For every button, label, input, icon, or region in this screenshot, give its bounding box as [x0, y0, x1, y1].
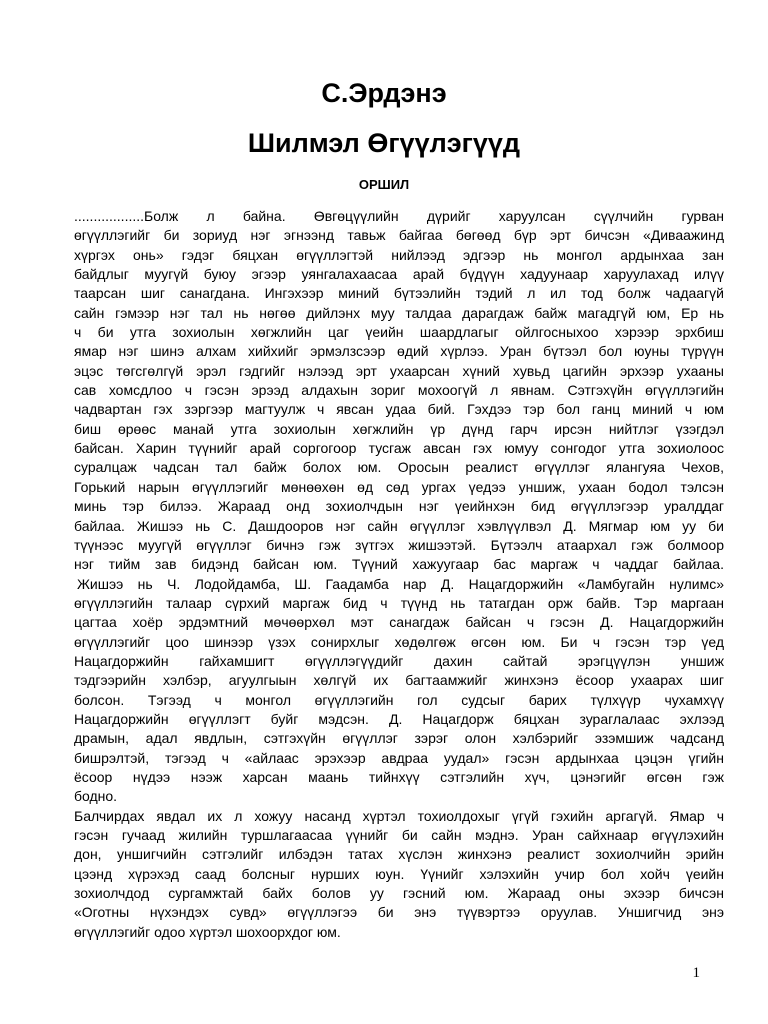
text-line: драмын, адал явдлын, сэтгэхүйн өгүүллэг зэрэг олон хэлбэрийг эзэмшиж чадсанд: [74, 730, 724, 747]
text-line: Нацагдоржийн гайхамшигт өгүүллэгүүдийг дахин сайтай эрэгцүүлэн уншиж: [74, 652, 724, 669]
text-line: байдлыг муугүй буюу эгээр уянгалахаасаа арай бүдүүн хадуунаар харуулахад илүү: [74, 266, 724, 283]
page-number: 1: [692, 965, 700, 981]
author-name: С.Эрдэнэ: [321, 78, 447, 108]
text-line: цээнд хүрэхэд саад болсныг нурших юун. Үүнийг хэлэхийн учир бол хойч үеийн: [74, 865, 724, 882]
preface-body: [74, 207, 724, 942]
text-line: ямар нэг шинэ алхам хийхийг эрмэлзсээр өдий хүрлээ. Уран бүтээл бол юуны түрүүн: [74, 343, 724, 360]
book-title: Шилмэл Өгүүлэгүүд: [247, 128, 521, 158]
text-line: байлаа. Жишээ нь С. Дашдооров нэг сайн өгүүллэг хэвлүүлвэл Д. Мягмар юм уу би: [74, 517, 724, 534]
text-line: ёсоор нүдээ нээж харсан маань тийнхүү сэтгэлийн хүч, цэнэгийг өгсөн гэж: [74, 768, 724, 785]
section-heading: ОРШИЛ: [358, 177, 410, 192]
text-line: минь тэр билээ. Жараад онд зохиолчдын нэг үеийнхэн бид өгүүллэгээр уралддаг: [74, 498, 724, 515]
text-line: зохиолчдод сургамжтай байх болов уу гэсний юм. Жараад оны эхээр бичсэн: [74, 885, 724, 902]
text-line: биш өрөөс манай утга зохиолын хөгжлийн үр дүнд гарч ирсэн нийтлэг үзэгдэл: [74, 420, 724, 437]
text-line: өгүүллэгийг би зориуд нэг эгнээнд тавьж байгаа бөгөөд бүр эрт бичсэн «Диваажинд: [74, 227, 724, 244]
text-line: нэг тийм зав бидэнд байсан юм. Түүний хажуугаар бас маргаж ч чаддаг байлаа.: [74, 556, 724, 573]
text-line: түүнээс муугүй өгүүллэг бичнэ гэж зүтгэх жишээтэй. Бүтээлч атаархал гэж болмоор: [74, 536, 724, 553]
text-line: хүргэх онь» гэдэг бяцхан өгүүллэгтэй нийлээд эдгээр нь монгол ардынхаа зан: [74, 246, 724, 263]
text-line: өгүүллэгийг цоо шинээр үзэх сонирхлыг хөдөлгөж өгсөн юм. Би ч гэсэн тэр үед: [74, 633, 724, 650]
text-line: бишрэлтэй, тэгээд ч «айлаас эрэхээр авдраа уудал» гэсэн ардынхаа цэцэн үгийн: [74, 749, 724, 766]
text-line: таарсан шиг санагдана. Ингэхээр миний бүтээлийн тэдий л ил тод болж чадаагүй: [74, 285, 724, 302]
text-line: байсан. Харин түүнийг арай соргогоор тусгаж авсан гэх юмуу сонгодог утга зохиолоос: [74, 440, 724, 457]
text-line: эцэс төгсгөлгүй эрэл гэдгийг нэлээд эрт ухаарсан хүний хувьд цагийн эрхээр ухааны: [74, 362, 724, 379]
text-line: ч би утга зохиолын хөгжлийн цаг үеийн шаардлагыг ойлгосныхоо хэрээр эрхбиш: [74, 324, 724, 341]
text-line: Горький нарын өгүүллэгийг мөнөөхөн өд сөд ургах үедээ уншиж, ухаан бодол тэлсэн: [74, 478, 724, 495]
text-line: Балчирдах явдал их л хожуу насанд хүртэл тохиолдохыг үгүй гэхийн аргагүй. Ямар ч: [74, 807, 724, 824]
text-line: дон, уншигчийн сэтгэлийг илбэдэн татах хүслэн жинхэнэ реалист зохиолчийн эрийн: [74, 846, 724, 863]
text-line: суралцаж чадсан тал байж болох юм. Оросын реалист өгүүллэг ялангуяа Чехов,: [74, 459, 724, 476]
text-line: бодно.: [74, 788, 118, 805]
text-line: сав хомсдлоо ч гэсэн эрээд алдахын зориг мохоогүй л явнам. Сэтгэхүйн өгүүллэгийн: [74, 382, 724, 399]
text-line: «Оготны нүхэндэх сувд» өгүүллэгээ би энэ түүвэртээ оруулав. Уншигчид энэ: [74, 904, 724, 921]
text-line: ..................Болж л байна. Өвгөцүүлийн дүрийг харуулсан сүүлчийн гурван: [74, 208, 724, 224]
text-line: цагтаа хоёр эрдэмтний мөчөөрхөл мэт санагдаж байсан ч гэсэн Д. Нацагдоржийн: [74, 614, 724, 631]
text-line: гэсэн гучаад жилийн туршлагаасаа үүнийг би сайн мэднэ. Уран сайхнаар өгүүлэхийн: [74, 827, 724, 843]
text-line: сайн гэмээр нэг тал нь нөгөө дийлэнх муу талдаа дарагдаж байж магадгүй юм, Ер нь: [74, 304, 724, 321]
text-line: Жишээ нь Ч. Лодойдамба, Ш. Гаадамба нар Д. Нацагдоржийн «Ламбугайн нулимс»: [77, 575, 724, 592]
text-line: Нацагдоржийн өгүүллэгт буйг мэдсэн. Д. Нацагдорж бяцхан зураглалаас эхлээд: [74, 710, 724, 727]
text-line: болсон. Тэгээд ч монгол өгүүллэгийн гол судсыг барих түлхүүр чухамхүү: [74, 691, 724, 708]
text-line: чадвартан гэх зэргээр магтуулж ч явсан удаа бий. Гэхдээ тэр бол ганц миний ч юм: [74, 401, 724, 418]
text-line: өгүүллэгийн талаар сүрхий маргаж бид ч түүнд нь татагдан орж байв. Тэр маргаан: [74, 594, 724, 611]
text-line: өгүүллэгийг одоо хүртэл шохоорхдог юм.: [74, 923, 341, 940]
text-line: тэдгээрийн хэлбэр, агуулгыын хөлгүй их багтаамжийг жинхэнэ ёсоор ухаарах шиг: [74, 672, 724, 689]
